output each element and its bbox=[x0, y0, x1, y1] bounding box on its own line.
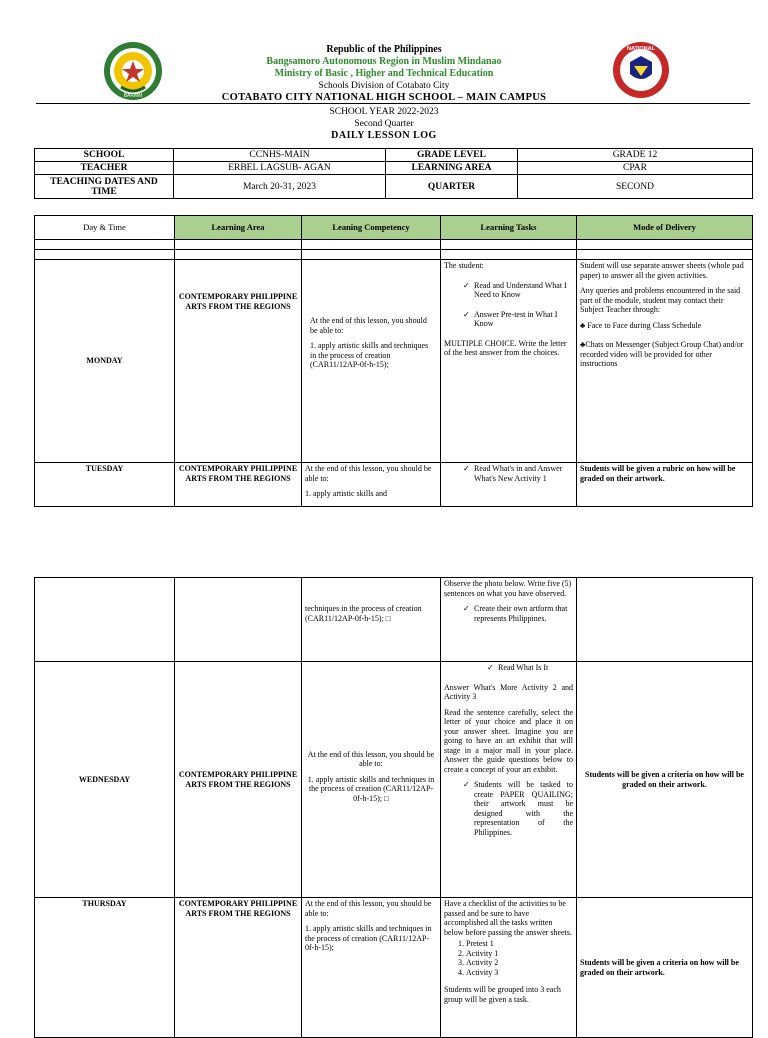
checklist-item: 4. Activity 3 bbox=[466, 968, 573, 978]
col-learning-area: Learning Area bbox=[175, 216, 302, 240]
wednesday-competency: At the end of this lesson, you should be able to: 1. apply artistic skills and techniques in the process of creation (CAR11/12AP-0f-h-15); □ bbox=[302, 662, 441, 898]
dates-value: March 20-31, 2023 bbox=[174, 175, 386, 199]
grade-label: GRADE LEVEL bbox=[386, 149, 518, 162]
thursday-competency: At the end of this lesson, you should be able to: 1. apply artistic skills and techniques in the process of creation (CAR11/12AP-0f-h-15); bbox=[302, 898, 441, 1038]
col-day-time: Day & Time bbox=[35, 216, 175, 240]
quarter-line: Second Quarter bbox=[354, 119, 414, 129]
page-title: DAILY LESSON LOG bbox=[331, 130, 437, 141]
task-item: ✓ Read What Is It bbox=[484, 663, 573, 673]
checklist bbox=[444, 939, 573, 977]
thursday-tasks: Have a checklist of the activities to be passed and be sure to have accomplished all the tasks written below before passing the answer sheets. 1. Pretest 1 2. Activity 1 3. Activity 2 4. Activity 3 Students will be grouped into 3 each group will be given a task. bbox=[441, 898, 577, 1038]
tuesday-cont-competency: techniques in the process of creation (CAR11/12AP-0f-h-15); □ bbox=[302, 578, 441, 662]
monday-day: MONDAY bbox=[35, 260, 175, 463]
monday-tasks: The student: ✓ Read and Understand What I Need to Know ✓ Answer Pre-test in What I Know MULTIPLE CHOICE. Write the letter of the best answer from the choices. bbox=[441, 260, 577, 463]
task-item: ✓ Read What's in and Answer What's New Activity 1 bbox=[460, 464, 573, 483]
region-line: Bangsamoro Autonomous Region in Muslim Mindanao bbox=[266, 56, 502, 67]
school-value: CCNHS-MAIN bbox=[174, 149, 386, 162]
thursday-mode: Students will be given a criteria on how will be graded on their artwork. bbox=[577, 898, 753, 1038]
info-table bbox=[34, 148, 753, 199]
tuesday-row bbox=[35, 463, 753, 507]
col-tasks: Learning Tasks bbox=[441, 216, 577, 240]
quarter-value: SECOND bbox=[518, 175, 753, 199]
svg-text:NATIONAL: NATIONAL bbox=[626, 46, 656, 52]
tuesday-area: CONTEMPORARY PHILIPPINE ARTS FROM THE REGIONS bbox=[175, 463, 302, 507]
tuesday-competency: At the end of this lesson, you should be able to: 1. apply artistic skills and bbox=[302, 463, 441, 507]
wednesday-area: CONTEMPORARY PHILIPPINE ARTS FROM THE REGIONS bbox=[175, 662, 302, 898]
monday-area: CONTEMPORARY PHILIPPINE ARTS FROM THE REGIONS bbox=[175, 260, 302, 463]
school-label: SCHOOL bbox=[35, 149, 174, 162]
teacher-label: TEACHER bbox=[35, 162, 174, 175]
task-item: ✓ Students will be tasked to create PAPER QUAILING; their artwork must be designed with the representation of the Philippines. bbox=[460, 780, 573, 837]
thursday-day: THURSDAY bbox=[35, 898, 175, 1038]
checklist-item: 3. Activity 2 bbox=[466, 958, 573, 968]
lesson-log-table bbox=[34, 215, 753, 507]
page-two bbox=[0, 560, 768, 1024]
empty-row bbox=[35, 240, 753, 250]
col-competency: Leaning Competency bbox=[302, 216, 441, 240]
area-label: LEARNING AREA bbox=[386, 162, 518, 175]
monday-row bbox=[35, 260, 753, 463]
empty-row bbox=[35, 250, 753, 260]
task-item: ✓ Read and Understand What I Need to Know bbox=[460, 281, 573, 300]
dates-label: TEACHING DATES AND TIME bbox=[35, 175, 174, 199]
tuesday-tasks bbox=[441, 463, 577, 507]
header-divider bbox=[36, 103, 750, 104]
tuesday-mode: Students will be given a rubric on how will be graded on their artwork. bbox=[577, 463, 753, 507]
thursday-area: CONTEMPORARY PHILIPPINE ARTS FROM THE REGIONS bbox=[175, 898, 302, 1038]
wednesday-row bbox=[35, 662, 753, 898]
grade-value: GRADE 12 bbox=[518, 149, 753, 162]
division-line: Schools Division of Cotabato City bbox=[318, 81, 450, 91]
task-item: ✓ Create their own artform that represents Philippines. bbox=[460, 604, 573, 623]
lesson-log-table-continued bbox=[34, 577, 753, 1038]
area-value: CPAR bbox=[518, 162, 753, 175]
wednesday-mode: Students will be given a criteria on how will be graded on their artwork. bbox=[577, 662, 753, 898]
quarter-label: QUARTER bbox=[386, 175, 518, 199]
svg-text:BARMM: BARMM bbox=[123, 93, 143, 99]
log-header-row bbox=[35, 216, 753, 240]
monday-competency: At the end of this lesson, you should be able to: 1. apply artistic skills and techniques in the process of creation (CAR11/12AP-0f-h-15); bbox=[302, 260, 441, 463]
task-item: ✓ Answer Pre-test in What I Know bbox=[460, 310, 573, 329]
republic-line: Republic of the Philippines bbox=[326, 44, 442, 55]
teacher-value: ERBEL LAGSUB- AGAN bbox=[174, 162, 386, 175]
wednesday-day: WEDNESDAY bbox=[35, 662, 175, 898]
thursday-row bbox=[35, 898, 753, 1038]
checklist-item: 2. Activity 1 bbox=[466, 949, 573, 959]
tuesday-continued-row bbox=[35, 578, 753, 662]
monday-mode: Student will use separate answer sheets (whole pad paper) to answer all the given activities. Any queries and problems encountered in the said part of the module, student may contact their Subject Teacher through: ♣ Face to Face during Class Schedule ♣Chats on Messenger (Subject Group Chat) and/or recorded video will be provided for other instructions bbox=[577, 260, 753, 463]
checklist-item: 1. Pretest 1 bbox=[466, 939, 573, 949]
school-name: COTABATO CITY NATIONAL HIGH SCHOOL – MAIN CAMPUS bbox=[221, 92, 547, 103]
school-year: SCHOOL YEAR 2022-2023 bbox=[329, 107, 439, 117]
wednesday-tasks: ✓ Read What Is It Answer What's More Activity 2 and Activity 3 Read the sentence carefully, select the letter of your choice and place it on your answer sheet. Imagine you are going to have an art exhibit that will stage in a major mall in your place. Answer the guide questions below to create a concept of your art exhibit. ✓ Students will be tasked to create PAPER QUAILING; their artwork must be designed with the representation of the Philippines. bbox=[441, 662, 577, 898]
tuesday-day: TUESDAY bbox=[35, 463, 175, 507]
tuesday-cont-tasks: Observe the photo below. Write five (5) sentences on what you have observed. ✓ Create their own artform that represents Philippines. bbox=[441, 578, 577, 662]
ministry-line: Ministry of Basic , Higher and Technical Education bbox=[274, 68, 494, 79]
col-mode: Mode of Delivery bbox=[577, 216, 753, 240]
page-gap bbox=[0, 540, 768, 560]
